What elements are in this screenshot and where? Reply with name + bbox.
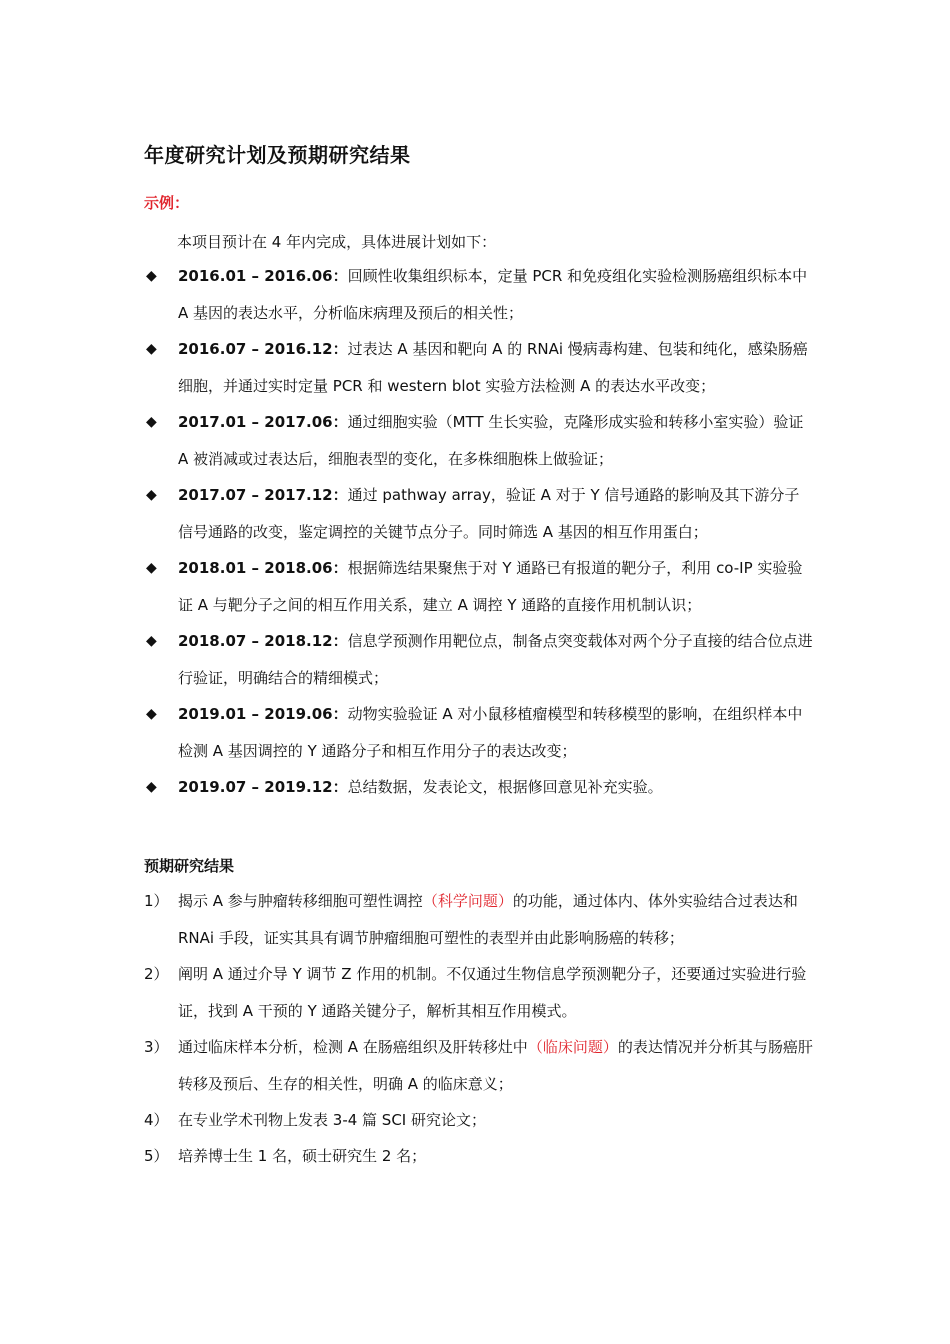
plan-text: 总结数据，发表论文，根据修回意见补充实验。 [347, 778, 663, 796]
result-item [144, 1138, 814, 1175]
result-number: 3） [144, 1038, 169, 1056]
plan-period: 2018.01 – 2018.06： [178, 559, 348, 577]
result-number: 1） [144, 892, 169, 910]
result-text-cont: 的功能，通过体内、体外实验结合过表达和 RNAi 手段，证实其具有调节肿瘤细胞可塑性的表型并由此影响肠癌的转移； [178, 892, 798, 947]
plan-text: 回顾性收集组织标本，定量 PCR 和免疫组化实验检测肠癌组织标本中 A 基因的表达水平，分析临床病理及预后的相关性； [178, 267, 808, 322]
plan-item [144, 623, 814, 697]
result-number: 2） [144, 965, 169, 983]
result-text-cont: 的表达情况并分析其与肠癌肝转移及预后、生存的相关性，明确 A 的临床意义； [178, 1038, 813, 1093]
results-list [144, 883, 814, 1174]
result-text: 通过临床样本分析，检测 A 在肠癌组织及肝转移灶中 [178, 1038, 528, 1056]
diamond-bullet-icon: ◆ [146, 487, 157, 503]
plan-text: 过表达 A 基因和靶向 A 的 RNAi 慢病毒构建、包装和纯化，感染肠癌细胞，并通过实时定量 PCR 和 western blot 实验方法检测 A 的表达水平改变； [178, 340, 808, 395]
diamond-bullet-icon: ◆ [146, 633, 157, 649]
result-text: 阐明 A 通过介导 Y 调节 Z 作用的机制。不仅通过生物信息学预测靶分子，还要通过实验进行验证，找到 A 干预的 Y 通路关键分子，解析其相互作用模式。 [178, 965, 807, 1020]
plan-text: 通过细胞实验（MTT 生长实验，克隆形成实验和转移小室实验）验证 A 被消减或过表达后，细胞表型的变化，在多株细胞株上做验证； [178, 413, 804, 468]
plan-period: 2018.07 – 2018.12： [178, 632, 348, 650]
diamond-bullet-icon: ◆ [146, 341, 157, 357]
plan-text: 信息学预测作用靶位点，制备点突变载体对两个分子直接的结合位点进行验证，明确结合的精细模式； [178, 632, 813, 687]
result-number: 5） [144, 1147, 169, 1165]
plan-period: 2017.01 – 2017.06： [178, 413, 348, 431]
result-text: 在专业学术刊物上发表 3-4 篇 SCI 研究论文； [178, 1111, 486, 1129]
result-number: 4） [144, 1111, 169, 1129]
result-text: 揭示 A 参与肿瘤转移细胞可塑性调控 [178, 892, 423, 910]
plan-text: 通过 pathway array，验证 A 对于 Y 信号通路的影响及其下游分子信号通路的改变，鉴定调控的关键节点分子。同时筛选 A 基因的相互作用蛋白； [178, 486, 800, 541]
result-item [144, 883, 814, 957]
plan-list [144, 258, 814, 805]
plan-period: 2016.01 – 2016.06： [178, 267, 348, 285]
plan-item [144, 404, 814, 478]
diamond-bullet-icon: ◆ [146, 779, 157, 795]
result-item [144, 956, 814, 1030]
diamond-bullet-icon: ◆ [146, 414, 157, 430]
diamond-bullet-icon: ◆ [146, 706, 157, 722]
example-label: 示例： [144, 194, 190, 212]
plan-period: 2016.07 – 2016.12： [178, 340, 348, 358]
plan-period: 2019.01 – 2019.06： [178, 705, 348, 723]
page-title: 年度研究计划及预期研究结果 [144, 143, 411, 167]
result-item [144, 1029, 814, 1103]
results-heading: 预期研究结果 [144, 857, 235, 875]
plan-item [144, 769, 814, 806]
plan-period: 2019.07 – 2019.12： [178, 778, 348, 796]
plan-text: 根据筛选结果聚焦于对 Y 通路已有报道的靶分子，利用 co-IP 实验验证 A 与靶分子之间的相互作用关系，建立 A 调控 Y 通路的直接作用机制认识； [178, 559, 803, 614]
plan-text: 动物实验验证 A 对小鼠移植瘤模型和转移模型的影响，在组织样本中检测 A 基因调控的 Y 通路分子和相互作用分子的表达改变； [178, 705, 803, 760]
plan-item [144, 331, 814, 405]
result-highlight: （临床问题） [527, 1038, 618, 1056]
result-item [144, 1102, 814, 1139]
plan-item [144, 258, 814, 332]
result-highlight: （科学问题） [422, 892, 513, 910]
intro-paragraph: 本项目预计在 4 年内完成，具体进展计划如下： [177, 233, 497, 251]
plan-item [144, 550, 814, 624]
plan-item [144, 696, 814, 770]
result-text: 培养博士生 1 名，硕士研究生 2 名； [178, 1147, 427, 1165]
diamond-bullet-icon: ◆ [146, 268, 157, 284]
plan-period: 2017.07 – 2017.12： [178, 486, 348, 504]
diamond-bullet-icon: ◆ [146, 560, 157, 576]
plan-item [144, 477, 814, 551]
